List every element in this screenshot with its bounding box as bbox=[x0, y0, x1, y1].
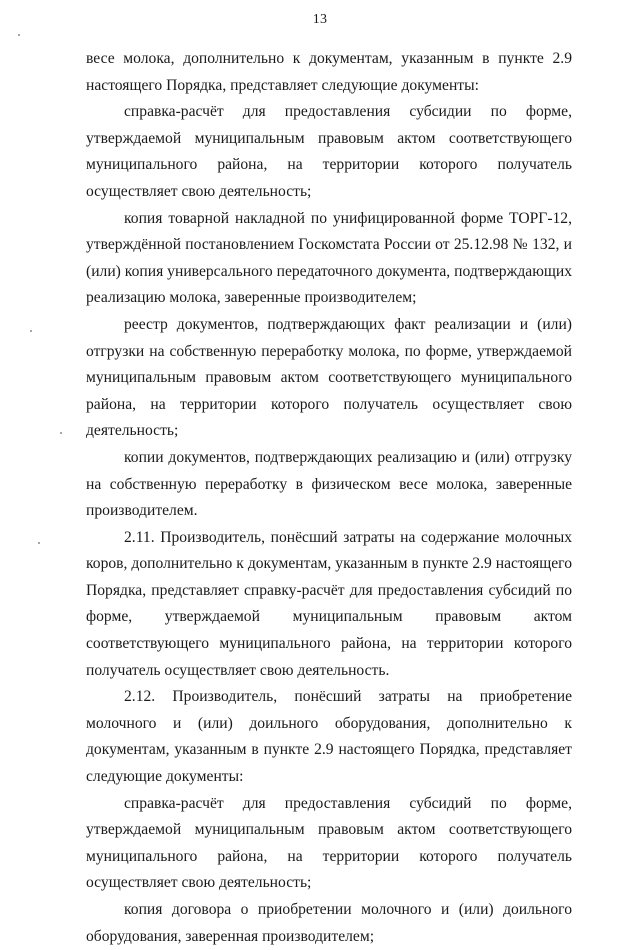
paragraph-2-12: 2.12. Производитель, понёсший затраты на приобретение молочного и (или) доильного оборудования, дополнительно к документам, указанным в пункте 2.9 настоящего Порядка, представляет следующие документы: bbox=[86, 688, 572, 786]
scan-speck bbox=[18, 34, 20, 36]
paragraph-equipment-certificate: справка-расчёт для предоставления субсидий по форме, утверждаемой муниципальным правовым актом соответствующего муниципального района, на территории которого получатель осуществляет свою деятельность; bbox=[86, 794, 572, 892]
document-body bbox=[86, 46, 572, 950]
page-number: 13 bbox=[312, 12, 328, 27]
paragraph-certificate: справка-расчёт для предоставления субсидии по форме, утверждаемой муниципальным правовым актом соответствующего муниципального района, на территории которого получатель осуществляет свою деятельность; bbox=[86, 103, 572, 200]
paragraph-contract-copy: копия договора о приобретении молочного и (или) доильного оборудования, заверенная производителем; bbox=[86, 901, 572, 945]
paragraph-sales-documents: копии документов, подтверждающих реализацию и (или) отгрузку на собственную переработку в физическом весе молока, заверенные производителем. bbox=[86, 448, 572, 520]
paragraph-2-11: 2.11. Производитель, понёсший затраты на содержание молочных коров, дополнительно к документам, указанным в пункте 2.9 настоящего Порядка, представляет справку-расчёт для предоставления субсидий по форме, утверждаемой муниципальным правовым актом соответствующего муниципального района, на территории которого получатель осуществляет свою деятельность. bbox=[86, 528, 572, 679]
paragraph-invoice-copy: копия товарной накладной по унифицированной форме ТОРГ-12, утверждённой постановлением Госкомстата России от 25.12.98 № 132, и (или) копия универсального передаточного документа, подтверждающих реализацию молока, заверенные производителем; bbox=[86, 209, 572, 307]
scan-speck bbox=[60, 432, 62, 434]
paragraph-document-registry: реестр документов, подтверждающих факт реализации и (или) отгрузки на собственную переработку молока, по форме, утверждаемой муниципальным правовым актом соответствующего муниципального района, на территории которого получатель осуществляет свою деятельность; bbox=[86, 315, 572, 440]
paragraph-continuation: весе молока, дополнительно к документам, указанным в пункте 2.9 настоящего Порядка, представляет следующие документы: bbox=[86, 50, 572, 94]
scan-speck bbox=[38, 542, 40, 544]
scan-speck bbox=[30, 330, 32, 332]
